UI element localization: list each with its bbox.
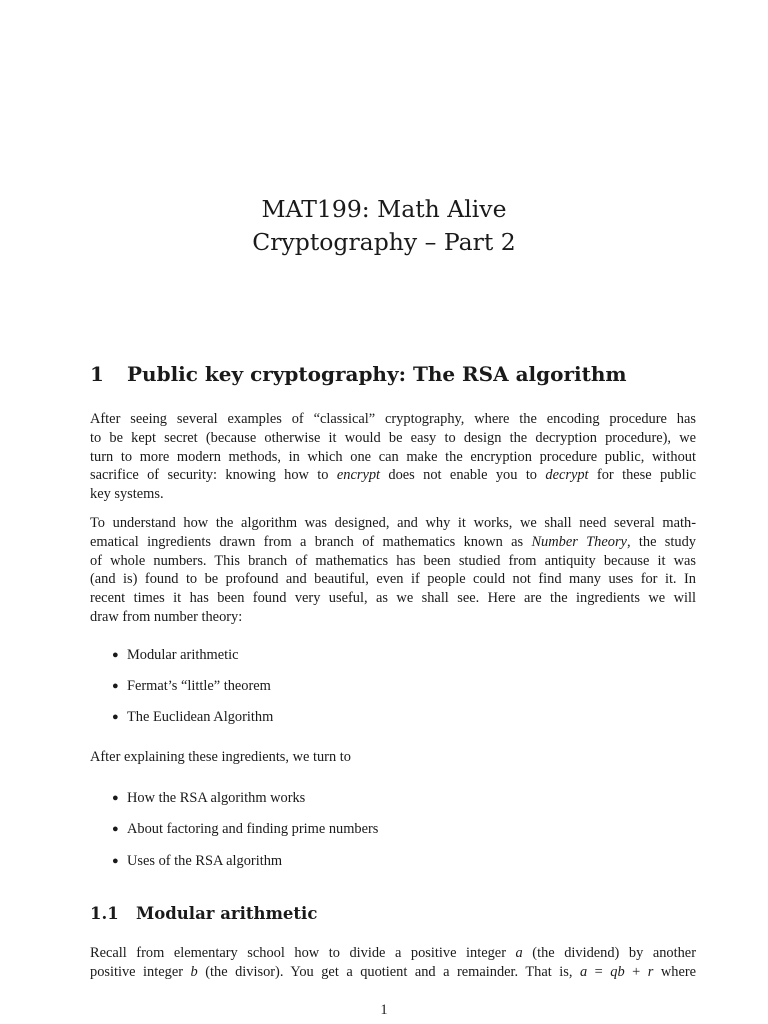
subsection-title: Modular arithmetic bbox=[136, 904, 318, 923]
paragraph-line: of whole numbers. This branch of mathematics has been studied from antiquity because it was bbox=[90, 552, 696, 569]
modular-arithmetic-paragraph bbox=[90, 944, 696, 982]
title-line-topic: Cryptography – Part 2 bbox=[252, 228, 516, 256]
paragraph-line: recent times it has been found very useful, as we shall see. Here are the ingredients we will bbox=[90, 590, 696, 607]
math-var-r: r bbox=[647, 963, 654, 980]
paragraph-line: key systems. bbox=[90, 486, 164, 503]
paragraph-line: to be kept secret (because otherwise it would be easy to design the decryption procedure), we bbox=[90, 429, 696, 446]
list-item: ● Uses of the RSA algorithm bbox=[112, 853, 283, 869]
paragraph-line: draw from number theory: bbox=[90, 608, 243, 625]
list-item: ● How the RSA algorithm works bbox=[112, 790, 306, 806]
bullet-icon: ● bbox=[112, 823, 119, 835]
bullet-icon: ● bbox=[112, 649, 119, 661]
list-item: ● Modular arithmetic bbox=[112, 647, 239, 663]
paragraph-line: positive integer b (the divisor). You get a quotient and a remainder. That is, a = qb + r where bbox=[90, 963, 697, 980]
title-line-course: MAT199: Math Alive bbox=[261, 195, 507, 223]
section-number: 1 bbox=[90, 362, 104, 386]
intro-paragraph bbox=[90, 410, 696, 504]
page-number: 1 bbox=[380, 1002, 388, 1018]
subsection-number: 1.1 bbox=[90, 904, 119, 923]
document-title bbox=[0, 193, 768, 259]
list-item: ● The Euclidean Algorithm bbox=[112, 709, 274, 725]
paragraph-line: sacrifice of security: knowing how to encrypt does not enable you to decrypt for these public bbox=[90, 467, 696, 484]
paragraph-line: ematical ingredients drawn from a branch of mathematics known as Number Theory, the study bbox=[90, 533, 696, 550]
paragraph-line: After explaining these ingredients, we turn to bbox=[90, 749, 351, 765]
paragraph-line: (and is) found to be profound and beautiful, even if people could not find many uses for it. In bbox=[90, 571, 696, 588]
list-item: ● Fermat’s “little” theorem bbox=[112, 678, 271, 694]
subsection-1-1-heading bbox=[90, 902, 317, 926]
paragraph-line: After seeing several examples of “classical” cryptography, where the encoding procedure has bbox=[90, 411, 696, 427]
section-title: Public key cryptography: The RSA algorithm bbox=[127, 362, 627, 386]
emphasis-encrypt: encrypt bbox=[336, 467, 381, 484]
paragraph-line: Recall from elementary school how to divide a positive integer a (the dividend) by another bbox=[90, 945, 696, 961]
math-var-a: a bbox=[579, 963, 588, 980]
bullet-icon: ● bbox=[112, 711, 119, 723]
emphasis-decrypt: decrypt bbox=[545, 467, 589, 484]
paragraph-line: To understand how the algorithm was designed, and why it works, we shall need several math- bbox=[90, 515, 696, 531]
math-var-qb: qb bbox=[610, 963, 625, 980]
math-var-a: a bbox=[515, 945, 523, 961]
paragraph-line: turn to more modern methods, in which one can make the encryption procedure public, without bbox=[90, 448, 696, 465]
transition-paragraph bbox=[90, 748, 696, 767]
bullet-icon: ● bbox=[112, 792, 119, 804]
section-1-heading bbox=[90, 360, 627, 388]
emphasis-number-theory: Number Theory bbox=[531, 533, 627, 550]
bullet-icon: ● bbox=[112, 855, 119, 867]
math-var-b: b bbox=[190, 963, 198, 980]
list-item: ● About factoring and finding prime numbers bbox=[112, 821, 379, 837]
bullet-icon: ● bbox=[112, 680, 119, 692]
ingredients-paragraph bbox=[90, 514, 696, 627]
